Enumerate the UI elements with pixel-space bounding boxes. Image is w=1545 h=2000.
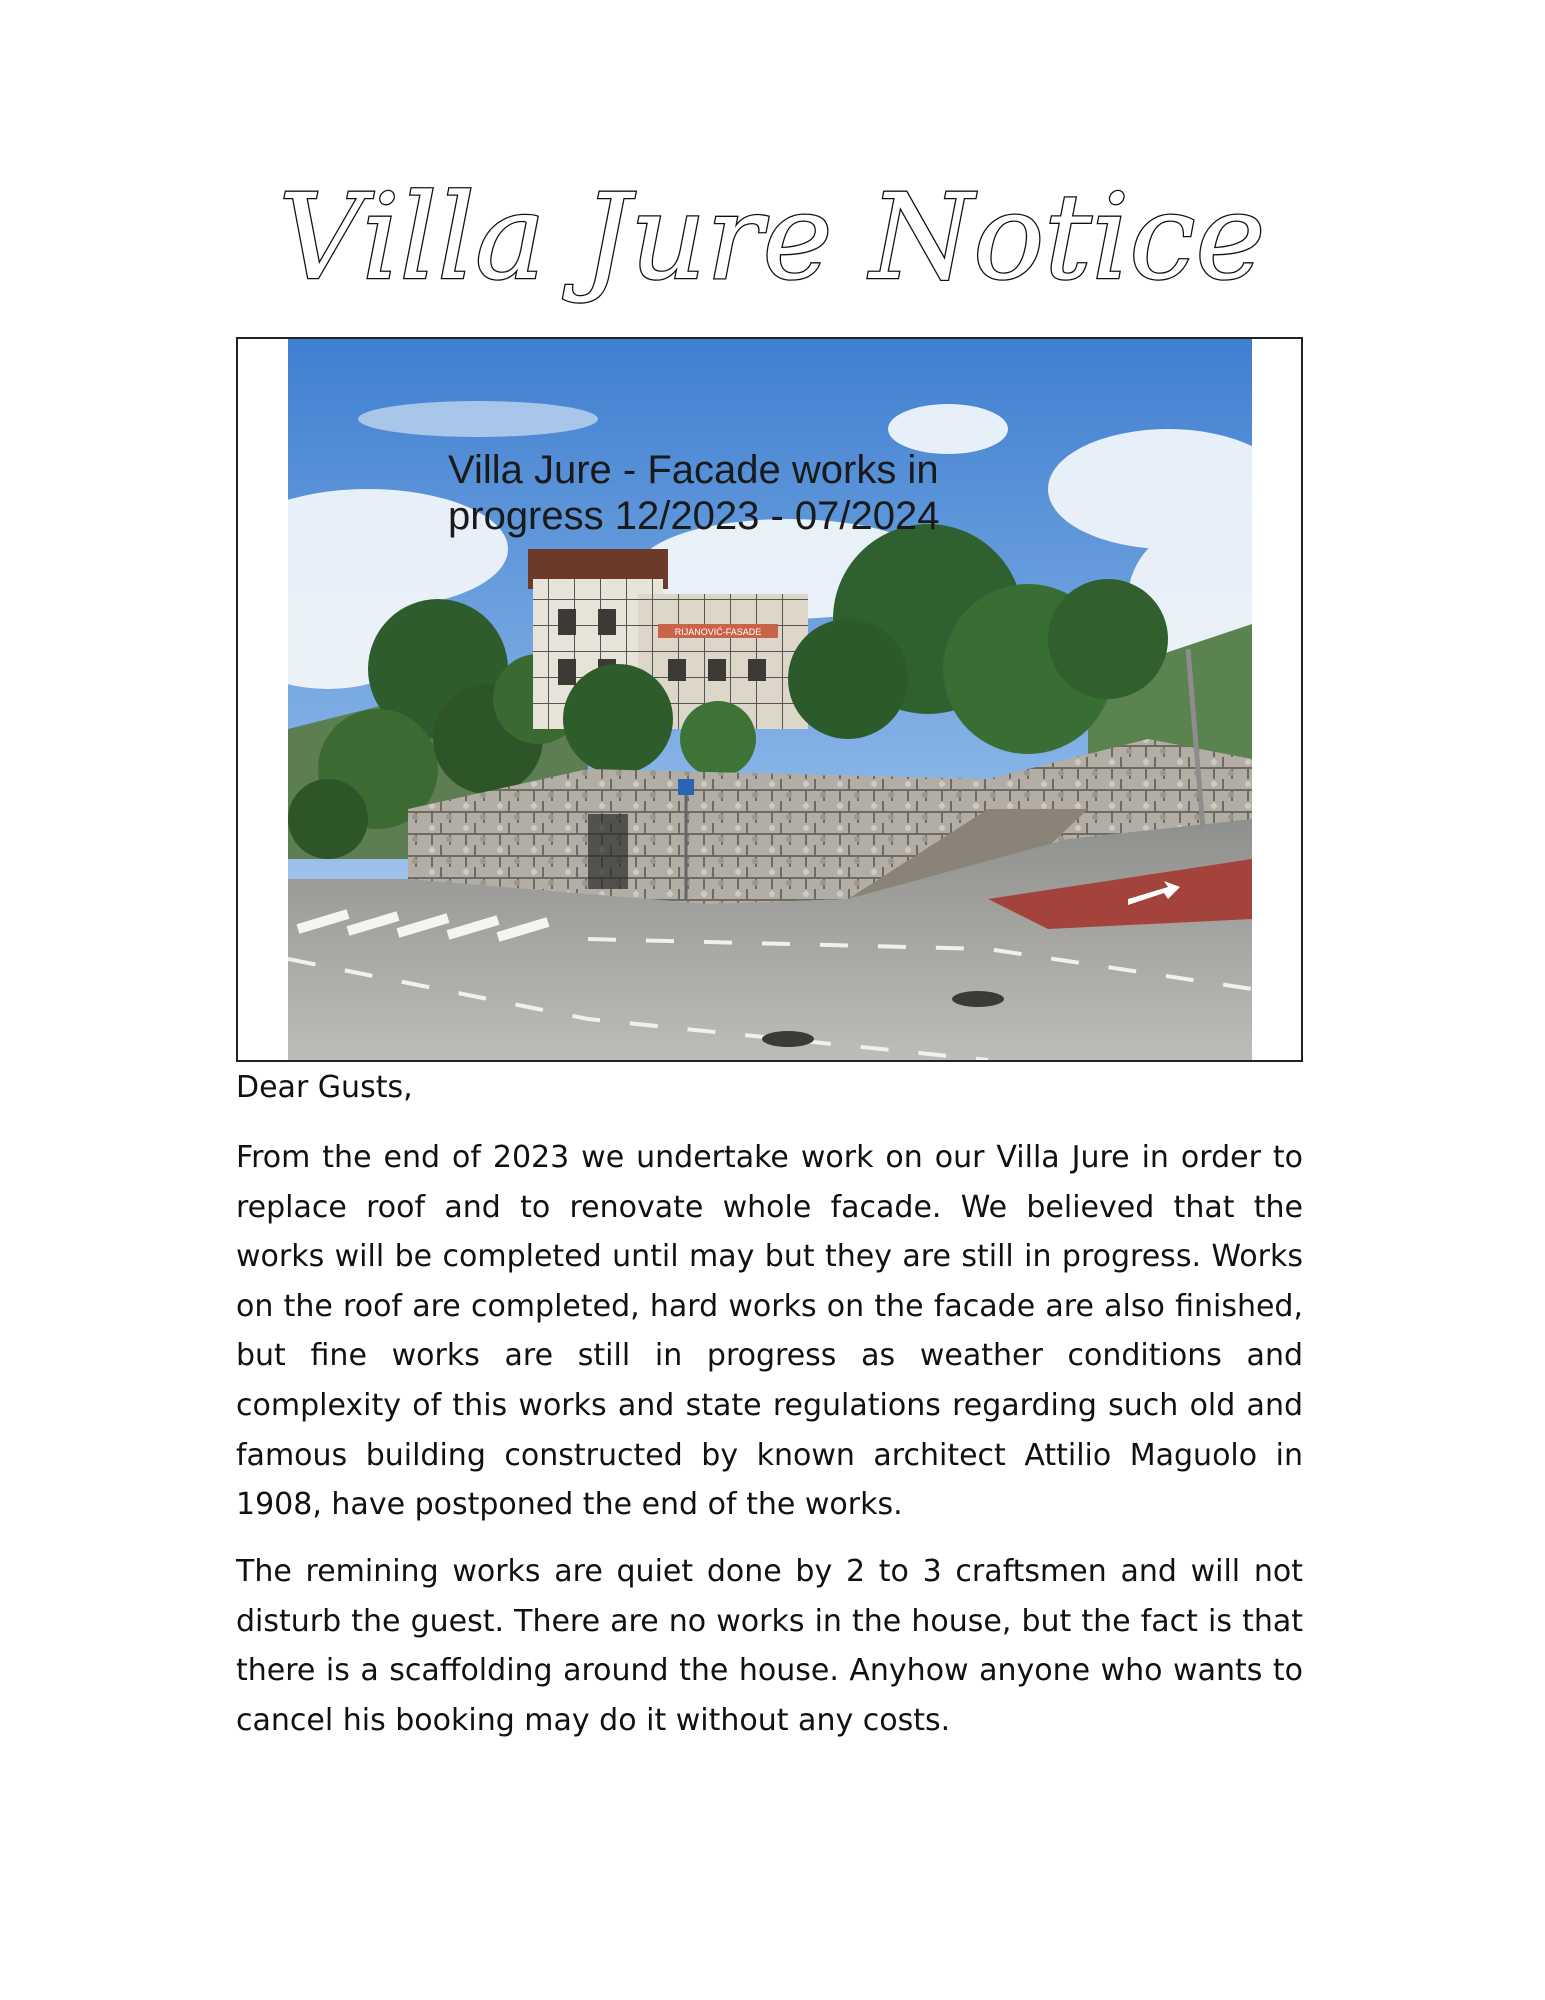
- title-text: Villa Jure Notice: [278, 170, 1266, 306]
- pedestrian-sign-icon: [678, 779, 694, 795]
- greeting: Dear Gusts,: [236, 1070, 413, 1105]
- paragraph-2: The remining works are quiet done by 2 to 3 craftsmen and will not disturb the guest. There are no works in the house, but the fact is that there is a scaffolding around the house. Anyhow anyone who wants to cancel his booking may do it without any costs.: [236, 1554, 1303, 1738]
- gate: [588, 814, 628, 889]
- manhole-2: [762, 1031, 814, 1047]
- manhole: [952, 991, 1004, 1007]
- photo-frame: [236, 337, 1303, 1062]
- title-svg: [0, 170, 1545, 310]
- caption-line-2: progress 12/2023 - 07/2024: [448, 494, 940, 538]
- villa-photo: [288, 339, 1252, 1060]
- caption-line-1: Villa Jure - Facade works in: [448, 448, 939, 492]
- banner-text: RIJANOVIĆ-FASADE: [674, 627, 762, 637]
- page-title: [0, 170, 1545, 310]
- photo-caption: [448, 447, 1148, 539]
- paragraph-1: From the end of 2023 we undertake work on our Villa Jure in order to replace roof and to renovate whole facade. We believed that the works will be completed until may but they are still in progress. Works on the roof are completed, hard works on the facade are also finished, but fine works are still in progress as weather conditions and complexity of this works and state regulations regarding such old and famous building constructed by known architect Attilio Maguolo in 1908, have postponed the end of the works.: [236, 1140, 1303, 1523]
